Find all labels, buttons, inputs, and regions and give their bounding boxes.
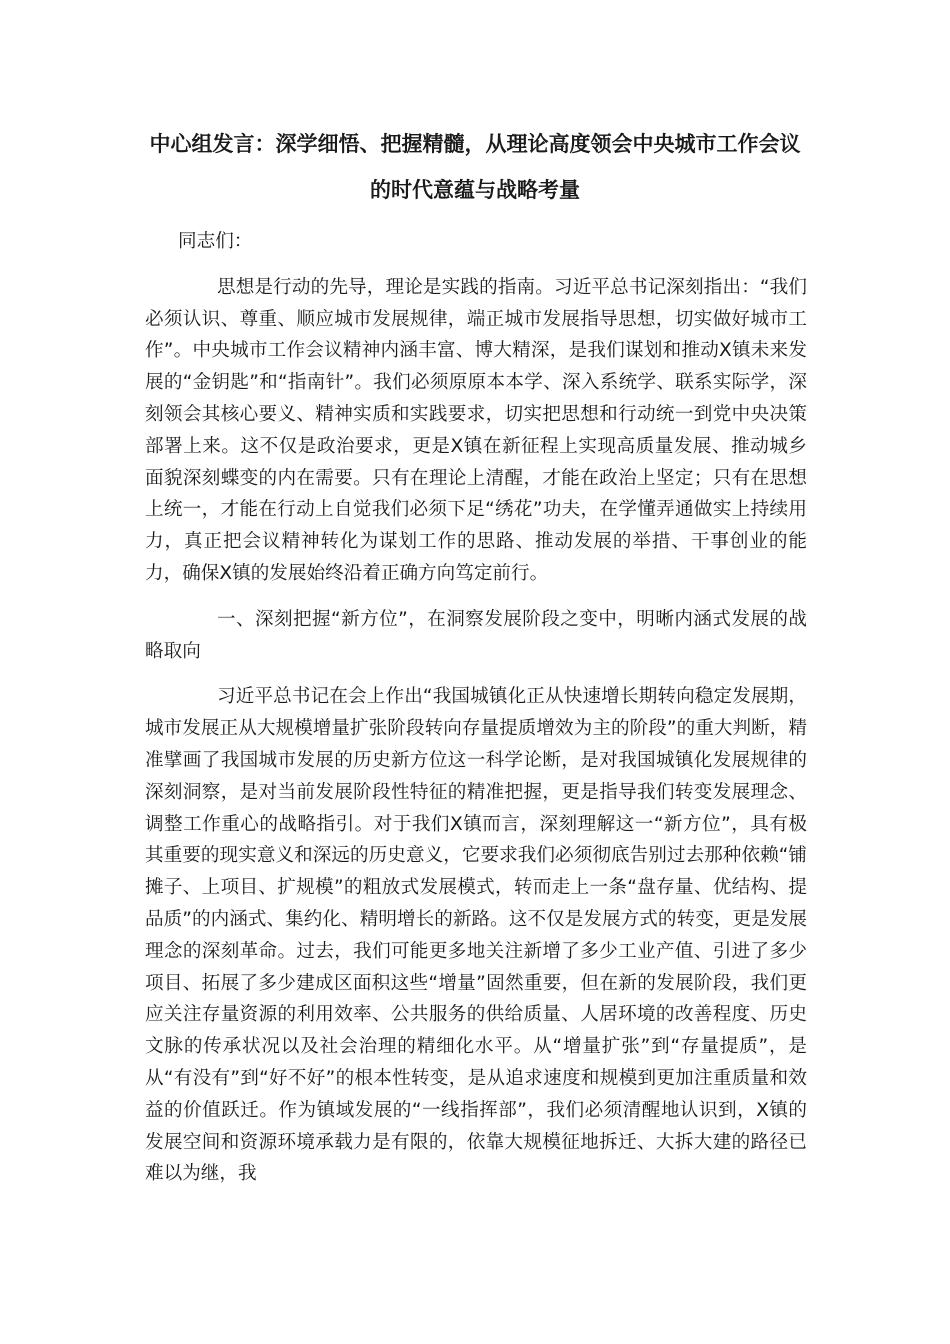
document-title: 中心组发言：深学细悟、把握精髓，从理论高度领会中央城市工作会议的时代意蕴与战略考量 [149,132,801,202]
paragraph-intro: 思想是行动的先导，理论是实践的指南。习近平总书记深刻指出：“我们必须认识、尊重、顺应城市发展规律，端正城市发展指导思想，切实做好城市工作”。中央城市工作会议精神内涵丰富、博大精深，是我们谋划和推动X镇未来发展的“金钥匙”和“指南针”。我们必须原原本本学、深入系统学、联系实际学，深刻领会其核心要义、精神实质和实践要求，切实把思想和行动统一到党中央决策部署上来。这不仅是政治要求，更是X镇在新征程上实现高质量发展、推动城乡面貌深刻蝶变的内在需要。只有在理论上清醒，才能在政治上坚定；只有在思想上统一，才能在行动上自觉我们必须下足“绣花”功夫，在学懂弄通做实上持续用力，真正把会议精神转化为谋划工作的思路、推动发展的举措、干事创业的能力，确保X镇的发展始终沿着正确方向笃定前行。 [145,276,807,584]
salutation: 同志们： [178,231,253,252]
section-heading-1: 一、深刻把握“新方位”，在洞察发展阶段之变中，明晰内涵式发展的战略取向 [145,608,807,662]
paragraph-section-1: 习近平总书记在会上作出“我国城镇化正从快速增长期转向稳定发展期，城市发展正从大规模增量扩张阶段转向存量提质增效为主的阶段”的重大判断，精准擘画了我国城市发展的历史新方位这一科学论断，是对我国城镇化发展规律的深刻洞察，是对当前发展阶段性特征的精准把握，更是指导我们转变发展理念、调整工作重心的战略指引。对于我们X镇而言，深刻理解这一“新方位”，具有极其重要的现实意义和深远的历史意义，它要求我们必须彻底告别过去那种依赖“铺摊子、上项目、扩规模”的粗放式发展模式，转而走上一条“盘存量、优结构、提品质”的内涵式、集约化、精明增长的新路。这不仅是发展方式的转变，更是发展理念的深刻革命。过去，我们可能更多地关注新增了多少工业产值、引进了多少项目、拓展了多少建成区面积这些“增量”固然重要，但在新的发展阶段，我们更应关注存量资源的利用效率、公共服务的供给质量、人居环境的改善程度、历史文脉的传承状况以及社会治理的精细化水平。从“增量扩张”到“存量提质”，是从“有没有”到“好不好”的根本性转变，是从追求速度和规模到更加注重质量和效益的价值跃迁。作为镇域发展的“一线指挥部”，我们必须清醒地认识到，X镇的发展空间和资源环境承载力是有限的，依靠大规模征地拆迁、大拆大建的路径已难以为继，我 [145,686,807,1185]
document-body [145,226,807,1204]
